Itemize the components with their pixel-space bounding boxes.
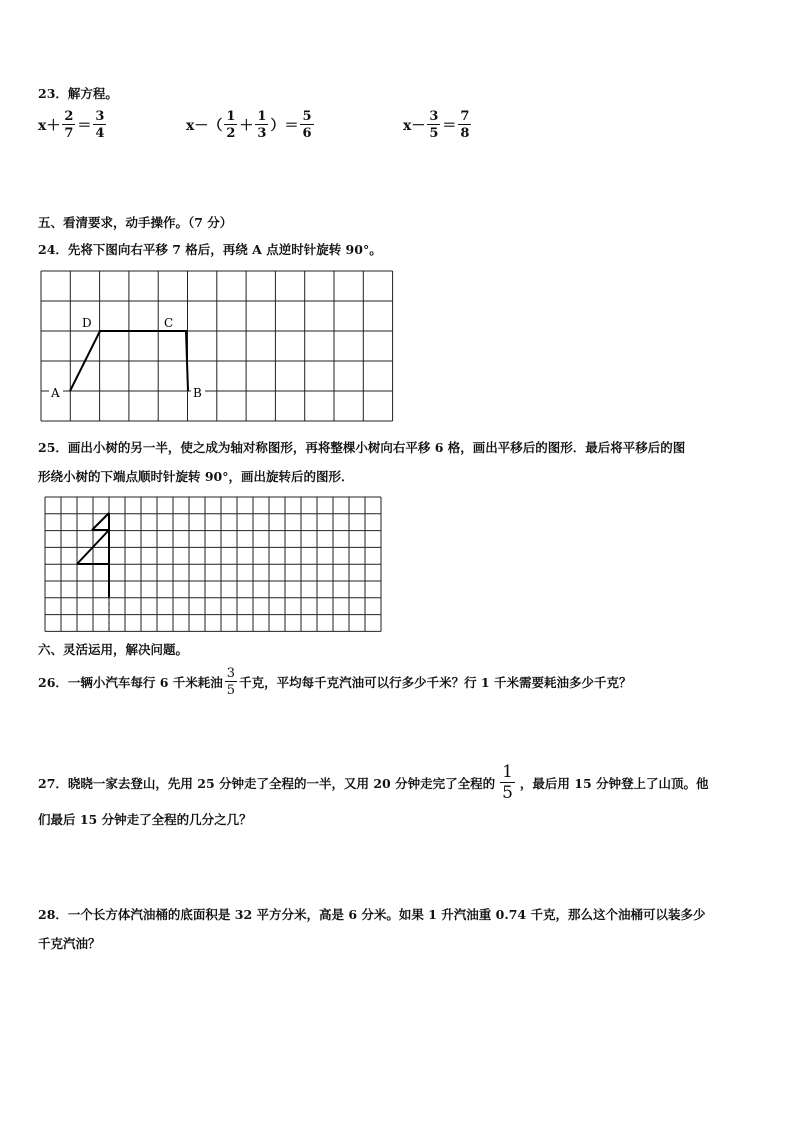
eq2-fraction-3: $\frac{5}{6}$ bbox=[302, 109, 312, 141]
q26-text bbox=[38, 660, 631, 704]
eq2-close: ）＝ bbox=[270, 118, 299, 134]
q28-line-1: 28．一个长方体汽油桶的底面积是 32 平方分米，高是 6 分米。如果 1 升汽油重 0.74 千克，那么这个油桶可以装多少 bbox=[38, 907, 706, 922]
label-a: A bbox=[51, 386, 60, 400]
q27-after: ，最后用 15 分钟登上了山顶。他 bbox=[519, 776, 709, 791]
q24-grid-figure bbox=[38, 270, 394, 422]
eq3-fraction-1: $\frac{3}{5}$ bbox=[429, 109, 439, 141]
equation-1 bbox=[38, 110, 108, 140]
q24-text: 24．先将下图向右平移 7 格后，再绕 A 点逆时针旋转 90°。 bbox=[38, 242, 382, 257]
eq1-fraction-1: $\frac{2}{7}$ bbox=[64, 109, 74, 141]
label-b: B bbox=[193, 386, 202, 400]
section-6-title: 六、灵活运用，解决问题。 bbox=[38, 642, 189, 657]
eq3-fraction-2: $\frac{7}{8}$ bbox=[460, 109, 470, 141]
eq2-plus: ＋ bbox=[239, 118, 254, 134]
q26-before: 26．一辆小汽车每行 6 千米耗油 bbox=[38, 675, 223, 690]
q28-line-2: 千克汽油？ bbox=[38, 936, 101, 951]
label-c: C bbox=[164, 316, 174, 330]
eq1-op: ＝ bbox=[77, 118, 92, 134]
q23-title: 23．解方程。 bbox=[38, 86, 118, 101]
eq1-fraction-2: $\frac{3}{4}$ bbox=[95, 109, 105, 141]
q26-after: 千克，平均每千克汽油可以行多少千米？行 1 千米需要耗油多少千克？ bbox=[239, 675, 632, 690]
label-d: D bbox=[82, 316, 92, 330]
equation-2 bbox=[186, 110, 316, 140]
q27-fraction: $\frac{1}{5}$ bbox=[502, 762, 513, 803]
section-5-title: 五、看清要求，动手操作。（7 分） bbox=[38, 215, 233, 230]
q27-before: 27．晓晓一家去登山，先用 25 分钟走了全程的一半，又用 20 分钟走完了全程的 bbox=[38, 776, 496, 791]
q27-line-1 bbox=[38, 761, 709, 805]
eq2-fraction-2: $\frac{1}{3}$ bbox=[257, 109, 267, 141]
q25-line-2: 形绕小树的下端点顺时针旋转 90°，画出旋转后的图形． bbox=[38, 469, 354, 484]
eq3-lhs: x－ bbox=[403, 118, 426, 134]
eq1-lhs: x＋ bbox=[38, 118, 61, 134]
q25-line-1: 25．画出小树的另一半，使之成为轴对称图形，再将整棵小树向右平移 6 格，画出平移后的图形．最后将平移后的图 bbox=[38, 440, 686, 455]
eq2-lhs: x－（ bbox=[186, 118, 223, 134]
eq3-op: ＝ bbox=[442, 118, 457, 134]
equation-3 bbox=[403, 110, 473, 140]
eq2-fraction-1: $\frac{1}{2}$ bbox=[226, 109, 236, 141]
q25-grid-figure bbox=[44, 496, 382, 634]
q27-line-2: 们最后 15 分钟走了全程的几分之几？ bbox=[38, 812, 252, 827]
q26-fraction: $\frac{3}{5}$ bbox=[226, 666, 236, 698]
